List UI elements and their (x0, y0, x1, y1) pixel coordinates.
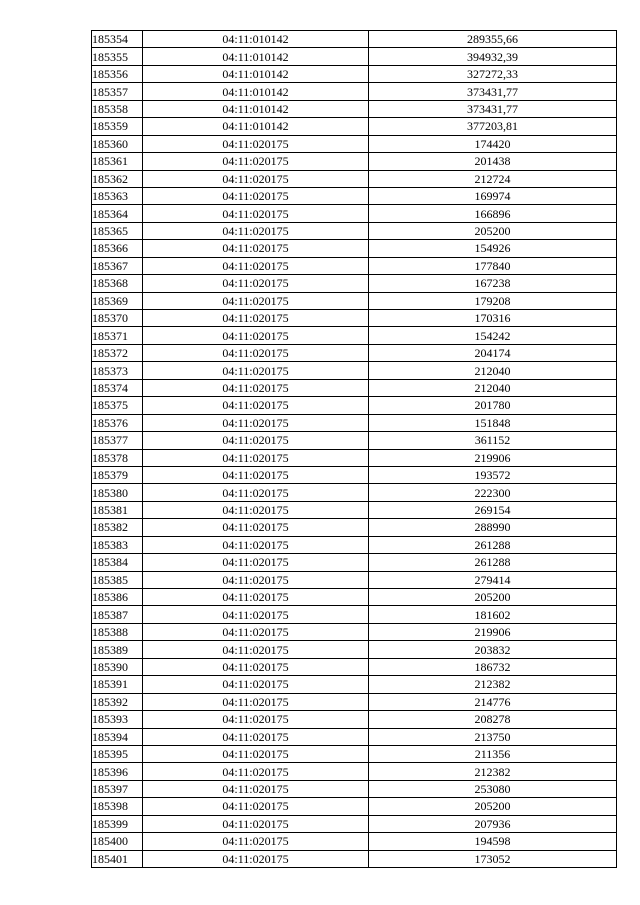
row-number-cell: 185396 (92, 763, 143, 780)
cadastral-code-cell: 04:11:020175 (143, 589, 369, 606)
row-number-cell: 185395 (92, 745, 143, 762)
cadastral-code-cell: 04:11:020175 (143, 519, 369, 536)
table-row (92, 100, 617, 117)
value-cell: 373431,77 (369, 83, 617, 100)
cadastral-code-cell: 04:11:020175 (143, 449, 369, 466)
row-number-cell: 185364 (92, 205, 143, 222)
value-cell: 212040 (369, 362, 617, 379)
cadastral-code-cell: 04:11:020175 (143, 466, 369, 483)
cadastral-code-cell: 04:11:020175 (143, 554, 369, 571)
row-number-cell: 185370 (92, 310, 143, 327)
row-number-cell: 185394 (92, 728, 143, 745)
value-cell: 207936 (369, 815, 617, 832)
row-number-cell: 185355 (92, 48, 143, 65)
value-cell: 193572 (369, 466, 617, 483)
row-number-cell: 185361 (92, 153, 143, 170)
cadastral-code-cell: 04:11:010142 (143, 48, 369, 65)
value-cell: 253080 (369, 780, 617, 797)
cadastral-code-cell: 04:11:020175 (143, 798, 369, 815)
value-cell: 167238 (369, 275, 617, 292)
row-number-cell: 185380 (92, 484, 143, 501)
value-cell: 212382 (369, 763, 617, 780)
row-number-cell: 185365 (92, 222, 143, 239)
row-number-cell: 185400 (92, 833, 143, 850)
value-cell: 179208 (369, 292, 617, 309)
table-row (92, 745, 617, 762)
value-cell: 173052 (369, 850, 617, 867)
table-row (92, 711, 617, 728)
cadastral-code-cell: 04:11:020175 (143, 711, 369, 728)
cadastral-code-cell: 04:11:020175 (143, 240, 369, 257)
table-row (92, 275, 617, 292)
cadastral-code-cell: 04:11:020175 (143, 658, 369, 675)
cadastral-code-cell: 04:11:020175 (143, 344, 369, 361)
row-number-cell: 185391 (92, 676, 143, 693)
value-cell: 203832 (369, 641, 617, 658)
value-cell: 212040 (369, 379, 617, 396)
table-row (92, 205, 617, 222)
value-cell: 201780 (369, 397, 617, 414)
table-row (92, 536, 617, 553)
row-number-cell: 185358 (92, 100, 143, 117)
value-cell: 219906 (369, 623, 617, 640)
value-cell: 327272,33 (369, 65, 617, 82)
value-cell: 205200 (369, 798, 617, 815)
table-row (92, 344, 617, 361)
row-number-cell: 185389 (92, 641, 143, 658)
table-row (92, 31, 617, 48)
table-row (92, 676, 617, 693)
table-row (92, 850, 617, 867)
table-row (92, 397, 617, 414)
cadastral-code-cell: 04:11:020175 (143, 257, 369, 274)
value-cell: 166896 (369, 205, 617, 222)
value-cell: 377203,81 (369, 118, 617, 135)
value-cell: 269154 (369, 501, 617, 518)
table-row (92, 554, 617, 571)
value-cell: 394932,39 (369, 48, 617, 65)
row-number-cell: 185398 (92, 798, 143, 815)
value-cell: 261288 (369, 554, 617, 571)
value-cell: 177840 (369, 257, 617, 274)
value-cell: 213750 (369, 728, 617, 745)
value-cell: 211356 (369, 745, 617, 762)
table-row (92, 379, 617, 396)
table-row (92, 327, 617, 344)
row-number-cell: 185378 (92, 449, 143, 466)
cadastral-code-cell: 04:11:010142 (143, 118, 369, 135)
value-cell: 222300 (369, 484, 617, 501)
table-row (92, 432, 617, 449)
value-cell: 181602 (369, 606, 617, 623)
table-row (92, 187, 617, 204)
row-number-cell: 185386 (92, 589, 143, 606)
value-cell: 174420 (369, 135, 617, 152)
value-cell: 261288 (369, 536, 617, 553)
table-row (92, 623, 617, 640)
value-cell: 205200 (369, 222, 617, 239)
row-number-cell: 185401 (92, 850, 143, 867)
cadastral-code-cell: 04:11:010142 (143, 83, 369, 100)
value-cell: 214776 (369, 693, 617, 710)
table-row (92, 118, 617, 135)
cadastral-code-cell: 04:11:020175 (143, 763, 369, 780)
cadastral-code-cell: 04:11:020175 (143, 693, 369, 710)
value-cell: 194598 (369, 833, 617, 850)
cadastral-code-cell: 04:11:020175 (143, 623, 369, 640)
table-row (92, 780, 617, 797)
cadastral-code-cell: 04:11:020175 (143, 170, 369, 187)
row-number-cell: 185392 (92, 693, 143, 710)
table-body (92, 31, 617, 868)
cadastral-code-cell: 04:11:020175 (143, 362, 369, 379)
table-row (92, 83, 617, 100)
row-number-cell: 185375 (92, 397, 143, 414)
table-row (92, 466, 617, 483)
table-row (92, 48, 617, 65)
row-number-cell: 185369 (92, 292, 143, 309)
table-row (92, 240, 617, 257)
row-number-cell: 185356 (92, 65, 143, 82)
row-number-cell: 185385 (92, 571, 143, 588)
row-number-cell: 185367 (92, 257, 143, 274)
table-row (92, 484, 617, 501)
cadastral-code-cell: 04:11:010142 (143, 65, 369, 82)
table-row (92, 658, 617, 675)
table-row (92, 728, 617, 745)
cadastral-code-cell: 04:11:010142 (143, 31, 369, 48)
row-number-cell: 185399 (92, 815, 143, 832)
cadastral-code-cell: 04:11:020175 (143, 484, 369, 501)
row-number-cell: 185393 (92, 711, 143, 728)
cadastral-code-cell: 04:11:020175 (143, 292, 369, 309)
cadastral-code-cell: 04:11:020175 (143, 815, 369, 832)
cadastral-code-cell: 04:11:020175 (143, 379, 369, 396)
row-number-cell: 185373 (92, 362, 143, 379)
table-row (92, 222, 617, 239)
value-cell: 289355,66 (369, 31, 617, 48)
row-number-cell: 185387 (92, 606, 143, 623)
table-row (92, 815, 617, 832)
table-row (92, 153, 617, 170)
table-row (92, 571, 617, 588)
table-row (92, 170, 617, 187)
value-cell: 170316 (369, 310, 617, 327)
table-row (92, 693, 617, 710)
value-cell: 205200 (369, 589, 617, 606)
row-number-cell: 185381 (92, 501, 143, 518)
row-number-cell: 185374 (92, 379, 143, 396)
cadastral-code-cell: 04:11:020175 (143, 780, 369, 797)
cadastral-code-cell: 04:11:020175 (143, 850, 369, 867)
table-row (92, 589, 617, 606)
value-cell: 373431,77 (369, 100, 617, 117)
row-number-cell: 185363 (92, 187, 143, 204)
cadastral-code-cell: 04:11:020175 (143, 536, 369, 553)
table-row (92, 310, 617, 327)
value-cell: 361152 (369, 432, 617, 449)
table-row (92, 292, 617, 309)
table-row (92, 519, 617, 536)
table-row (92, 362, 617, 379)
cadastral-code-cell: 04:11:020175 (143, 187, 369, 204)
row-number-cell: 185362 (92, 170, 143, 187)
cadastral-code-cell: 04:11:010142 (143, 100, 369, 117)
row-number-cell: 185360 (92, 135, 143, 152)
table-row (92, 135, 617, 152)
table-row (92, 257, 617, 274)
cadastral-code-cell: 04:11:020175 (143, 310, 369, 327)
table-row (92, 449, 617, 466)
row-number-cell: 185376 (92, 414, 143, 431)
value-cell: 219906 (369, 449, 617, 466)
cadastral-code-cell: 04:11:020175 (143, 222, 369, 239)
cadastral-code-cell: 04:11:020175 (143, 275, 369, 292)
value-cell: 279414 (369, 571, 617, 588)
cadastral-code-cell: 04:11:020175 (143, 606, 369, 623)
cadastral-code-cell: 04:11:020175 (143, 641, 369, 658)
value-cell: 204174 (369, 344, 617, 361)
cadastral-code-cell: 04:11:020175 (143, 676, 369, 693)
row-number-cell: 185384 (92, 554, 143, 571)
table-row (92, 414, 617, 431)
value-cell: 154242 (369, 327, 617, 344)
cadastral-code-cell: 04:11:020175 (143, 153, 369, 170)
row-number-cell: 185359 (92, 118, 143, 135)
value-cell: 151848 (369, 414, 617, 431)
value-cell: 288990 (369, 519, 617, 536)
value-cell: 201438 (369, 153, 617, 170)
row-number-cell: 185357 (92, 83, 143, 100)
row-number-cell: 185383 (92, 536, 143, 553)
value-cell: 208278 (369, 711, 617, 728)
cadastral-code-cell: 04:11:020175 (143, 135, 369, 152)
table-row (92, 641, 617, 658)
cadastral-code-cell: 04:11:020175 (143, 728, 369, 745)
table-row (92, 65, 617, 82)
value-cell: 186732 (369, 658, 617, 675)
table-row (92, 501, 617, 518)
value-cell: 169974 (369, 187, 617, 204)
table-row (92, 763, 617, 780)
row-number-cell: 185371 (92, 327, 143, 344)
row-number-cell: 185368 (92, 275, 143, 292)
cadastral-code-cell: 04:11:020175 (143, 327, 369, 344)
row-number-cell: 185372 (92, 344, 143, 361)
row-number-cell: 185382 (92, 519, 143, 536)
table-row (92, 833, 617, 850)
table-row (92, 798, 617, 815)
row-number-cell: 185379 (92, 466, 143, 483)
data-table (91, 30, 617, 868)
value-cell: 212724 (369, 170, 617, 187)
value-cell: 212382 (369, 676, 617, 693)
cadastral-code-cell: 04:11:020175 (143, 414, 369, 431)
cadastral-code-cell: 04:11:020175 (143, 745, 369, 762)
cadastral-code-cell: 04:11:020175 (143, 501, 369, 518)
row-number-cell: 185366 (92, 240, 143, 257)
cadastral-code-cell: 04:11:020175 (143, 205, 369, 222)
cadastral-code-cell: 04:11:020175 (143, 432, 369, 449)
row-number-cell: 185377 (92, 432, 143, 449)
row-number-cell: 185388 (92, 623, 143, 640)
cadastral-code-cell: 04:11:020175 (143, 833, 369, 850)
value-cell: 154926 (369, 240, 617, 257)
cadastral-code-cell: 04:11:020175 (143, 397, 369, 414)
row-number-cell: 185397 (92, 780, 143, 797)
row-number-cell: 185390 (92, 658, 143, 675)
cadastral-code-cell: 04:11:020175 (143, 571, 369, 588)
table-row (92, 606, 617, 623)
row-number-cell: 185354 (92, 31, 143, 48)
